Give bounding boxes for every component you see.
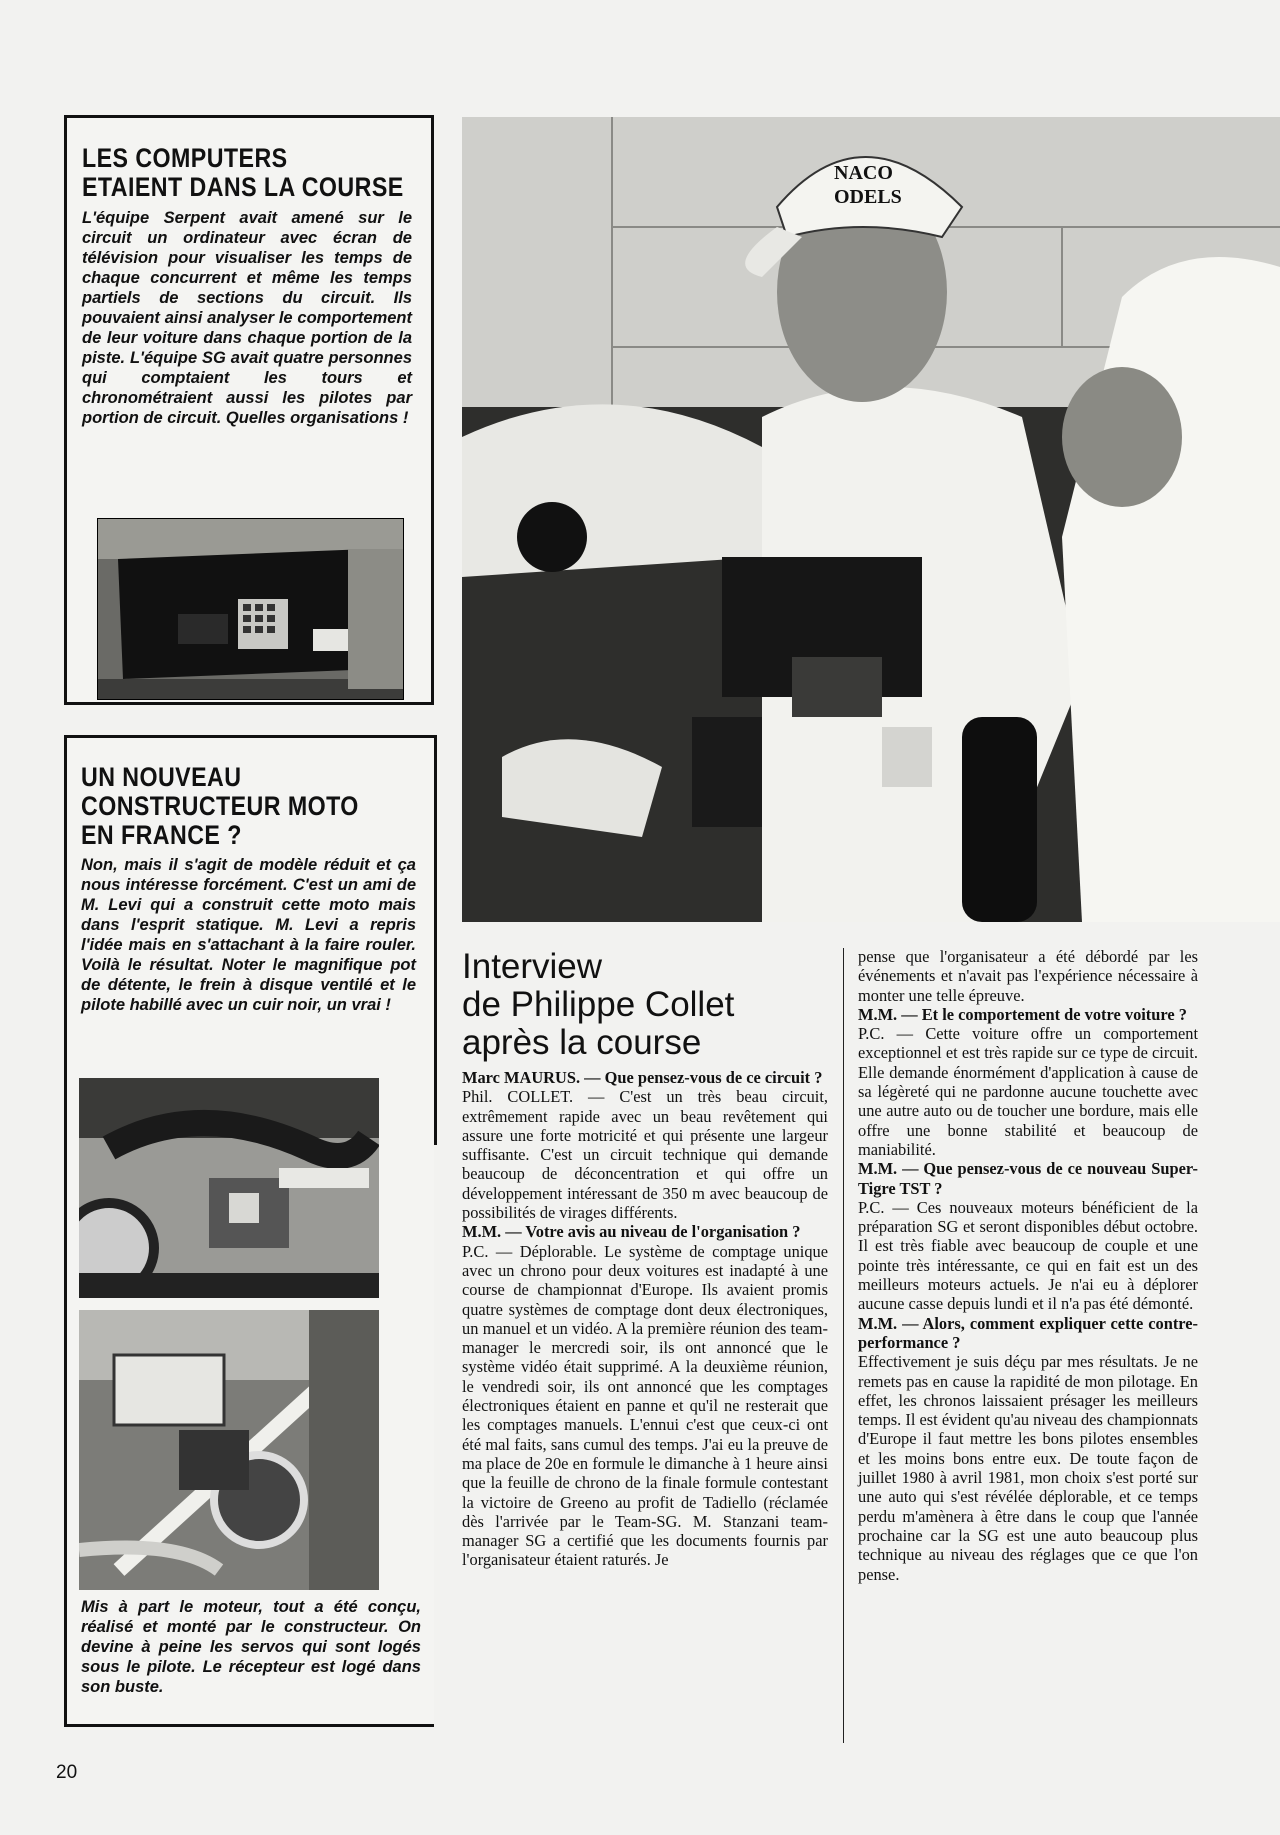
computer-terminal-photo xyxy=(97,518,404,700)
box-title: UN NOUVEAU CONSTRUCTEUR MOTO EN FRANCE ? xyxy=(81,762,359,850)
racer-portrait-photo xyxy=(462,117,1280,922)
article-column-1 xyxy=(462,1068,828,1570)
box-text: L'équipe Serpent avait amené sur le circuit un ordinateur avec écran de télévision pour visualiser les temps de chaque concurrent et même les temps partiels de sections du circuit. Ils pouvaient ainsi analyser le comportement de leur voiture dans chaque portion de la piste. L'équipe SG avait quatre personnes qui comptaient les tours et chronométraient aussi les pilotes par portion de circuit. Quelles organisations ! xyxy=(82,209,412,427)
article-paragraph: M.M. — Votre avis au niveau de l'organisation ? xyxy=(462,1222,801,1242)
article-paragraph: Effectivement je suis déçu par mes résultats. Je ne remets pas en cause la rapidité de mon pilotage. En effet, les chronos laissaient présager les meilleurs temps. Il est évident qu'au niveau des championnats d'Europe il faut mettre les bons pilotes ensembles et les moins bons entre eux. De toute façon de juillet 1980 à avril 1981, mon choix s'est porté sur une auto qui s'est révélée déplorable, et ce temps perdu m'amènera à être dans le coup que l'année prochaine car la SG est une auto beaucoup plus technique au niveau des réglages que ce que l'on pense. xyxy=(858,1352,1198,1584)
sidebar-box-computers xyxy=(64,115,434,705)
article-column-2 xyxy=(858,947,1198,1584)
cap-logo-text: NACO xyxy=(834,162,893,184)
box-text: Non, mais il s'agit de modèle réduit et ça nous intéresse forcément. C'est un ami de M. Levi qui a construit cette moto mais dans l'esprit statique. M. Levi a repris l'idée mais en s'attachant à la faire rouler. Voilà le résultat. Noter le magnifique pot de détente, le frein à disque ventilé et le pilote habillé avec un cuir noir, un vrai ! xyxy=(81,856,416,1014)
article-paragraph: pense que l'organisateur a été débordé par les événements et n'avait pas l'expérience nécessaire à monter une telle épreuve. xyxy=(858,947,1198,1005)
page-number: 20 xyxy=(56,1762,78,1783)
motorcycle-model-photo xyxy=(79,1078,379,1298)
photo-caption: Mis à part le moteur, tout a été conçu, réalisé et monté par le constructeur. On devine à peine les servos qui sont logés sous le pilote. Le récepteur est logé dans son buste. xyxy=(81,1598,421,1696)
article-paragraph: Marc MAURUS. — Que pensez-vous de ce circuit ? xyxy=(462,1068,823,1087)
article-paragraph: Phil. COLLET. — C'est un très beau circuit, extrêmement rapide avec un beau revêtement qui assure une forte motricité et qui présente une largeur suffisante. C'est un circuit technique qui demande beaucoup de déconcentration et qui offre un développement intéressant de 350 m avec beaucoup de possibilités de virages différents. xyxy=(462,1087,829,1223)
motorcycle-engine-photo xyxy=(79,1310,379,1590)
article-paragraph: P.C. — Ces nouveaux moteurs bénéficient de la préparation SG et seront disponibles début octobre. Il est très fiable avec beaucoup de couple et une pointe très intéressante, ce qui en fait est un des meilleurs moteurs actuels. Je n'ai eu à déplorer aucune casse depuis lundi et il n'a pas été démonté. xyxy=(858,1197,1198,1314)
article-paragraph: P.C. — Déplorable. Le système de comptage unique avec un chrono pour deux voitures est inadapté à une course de championnat d'Europe. Ils avaient promis quatre systèmes de comptage dont deux électroniques, un manuel et un vidéo. A la première réunion des team-manager le mercredi soir, ils ont annoncé que le système vidéo était supprimé. A la deuxième réunion, le vendredi soir, ils ont annoncé que les comptages électroniques étaient en panne et qu'il ne resterait que les comptages manuels. L'ennui c'est que ceux-ci ont été mal faits, sans cumul des temps. J'ai eu la preuve de ma place de 20e en formule le dimanche à 1 heure ainsi que la feuille de chrono de la finale formule contestant la victoire de Greeno au profit de Tadiello (réclamée dès l'arrivée par le Team-SG. M. Stanzani team-manager SG a certifié que les documents fournis par l'organisateur étaient raturés. Je xyxy=(462,1241,828,1570)
sidebar-box-moto xyxy=(64,735,434,1727)
box-title: LES COMPUTERS ETAIENT DANS LA COURSE xyxy=(82,143,404,202)
cap-logo-text: ODELS xyxy=(834,186,902,208)
article-paragraph: M.M. — Alors, comment expliquer cette contre-performance ? xyxy=(858,1313,1198,1352)
column-divider xyxy=(843,948,844,1743)
article-paragraph: P.C. — Cette voiture offre un comportement exceptionnel et est très rapide sur ce type de circuit. Elle demande énormément d'application à cause de sa légèreté qui ne pardonne aucune touchette avec une autre auto ou de toucher une bordure, mais elle offre une bonne stabilité et beaucoup de maniabilité. xyxy=(858,1024,1198,1159)
article-paragraph: M.M. — Que pensez-vous de ce nouveau Super-Tigre TST ? xyxy=(858,1159,1198,1198)
box-border xyxy=(434,735,437,1145)
article-title: Interview de Philippe Collet après la course xyxy=(462,947,735,1062)
article-paragraph: M.M. — Et le comportement de votre voiture ? xyxy=(858,1004,1187,1024)
